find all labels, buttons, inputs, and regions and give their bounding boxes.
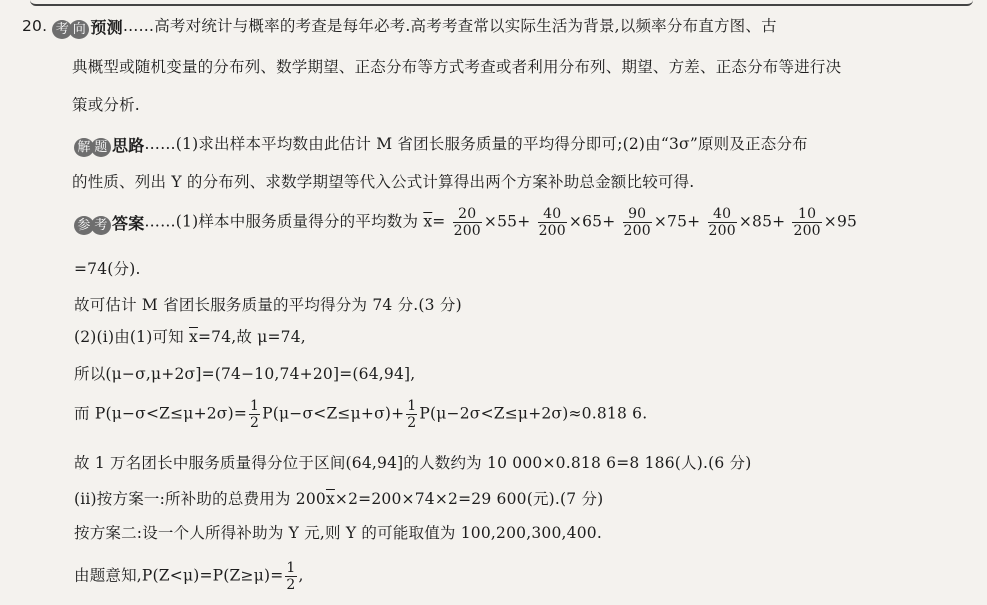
mean-result: =74(分). [74,260,141,278]
fraction: $\frac{1}{2}$ [286,560,296,593]
kaoxiang-badge: 考 向 预测 [52,15,122,39]
section2-line1: ……(1)求出样本平均数由此估计 M 省团长服务质量的平均得分即可;(2)由“3σ”原则及正态分布 [144,135,808,153]
equals: = [432,212,446,231]
body-line4: 而 P(μ−σ<Z≤μ+2σ)= $\frac{1}{2}$ P(μ−σ<Z≤μ+σ)+ $\frac{1}{2}$ P(μ−2σ<Z≤μ+2σ)≈0.818 6. [74,398,648,431]
section1-line2: 典概型或随机变量的分布列、数学期望、正态分布等方式考查或者利用分布列、期望、方差、正态分布等进行决 [72,58,842,76]
answer-lead: ……(1)样本中服务质量得分的平均数为 [144,212,419,231]
top-border [30,0,973,6]
section2-heading-line [74,132,808,157]
fraction: $\frac{1}{2}$ [407,398,417,431]
section1-line3: 策或分析. [72,96,140,114]
body-line8: 由题意知,P(Z<μ)=P(Z≥μ)= $\frac{1}{2}$ , [74,560,304,593]
body-line5: 故 1 万名团长中服务质量得分位于区间(64,94]的人数约为 10 000×0.818 6=8 186(人).(6 分) [74,454,752,472]
body-line6: (ii)按方案一:所补助的总费用为 $200\overline{x}\times 2=200\times 74\times 2=29$ 600(元).(7 分) [74,490,604,508]
question-number: 20. [22,17,48,35]
jieti-badge: 解 题 思路 [74,133,144,157]
body-line3: 所以(μ−σ,μ+2σ]=(74−10,74+20]=(64,94], [74,365,416,383]
fraction: $\frac{1}{2}$ [250,398,260,431]
section1-line1: ……高考对统计与概率的考查是每年必考.高考考查常以实际生活为背景,以频率分布直方图、古 [122,17,777,35]
fraction: $\frac{20}{200}$ [453,206,481,239]
x-bar: $\overline{x}$ [423,212,433,231]
body-line7: 按方案二:设一个人所得补助为 Y 元,则 Y 的可能取值为 100,200,300,400. [74,524,602,542]
answer-line: 参 考 答案……(1)样本中服务质量得分的平均数为 $\overline{x}=$ $\frac{20}{200}$ ×55+ $\frac{40}{200}$ ×65+ $\frac{90}{200}$ ×75+ $\frac{40}{200}$ ×85+ $\frac{10}{200}$ ×95 [74,206,857,239]
body-line1: 故可估计 M 省团长服务质量的平均得分为 74 分.(3 分) [74,296,462,314]
fraction: $\frac{10}{200}$ [793,206,821,239]
fraction: $\frac{40}{200}$ [538,206,566,239]
fraction: $\frac{90}{200}$ [623,206,651,239]
question-header [22,14,777,39]
cankao-badge: 参 考 答案 [74,211,144,235]
section2-line2: 的性质、列出 Y 的分布列、求数学期望等代入公式计算得出两个方案补助总金额比较可得. [72,173,695,191]
fraction: $\frac{40}{200}$ [708,206,736,239]
body-line2: (2)(i)由(1)可知 $\overline{x}=74$,故 μ=74, [74,328,306,346]
